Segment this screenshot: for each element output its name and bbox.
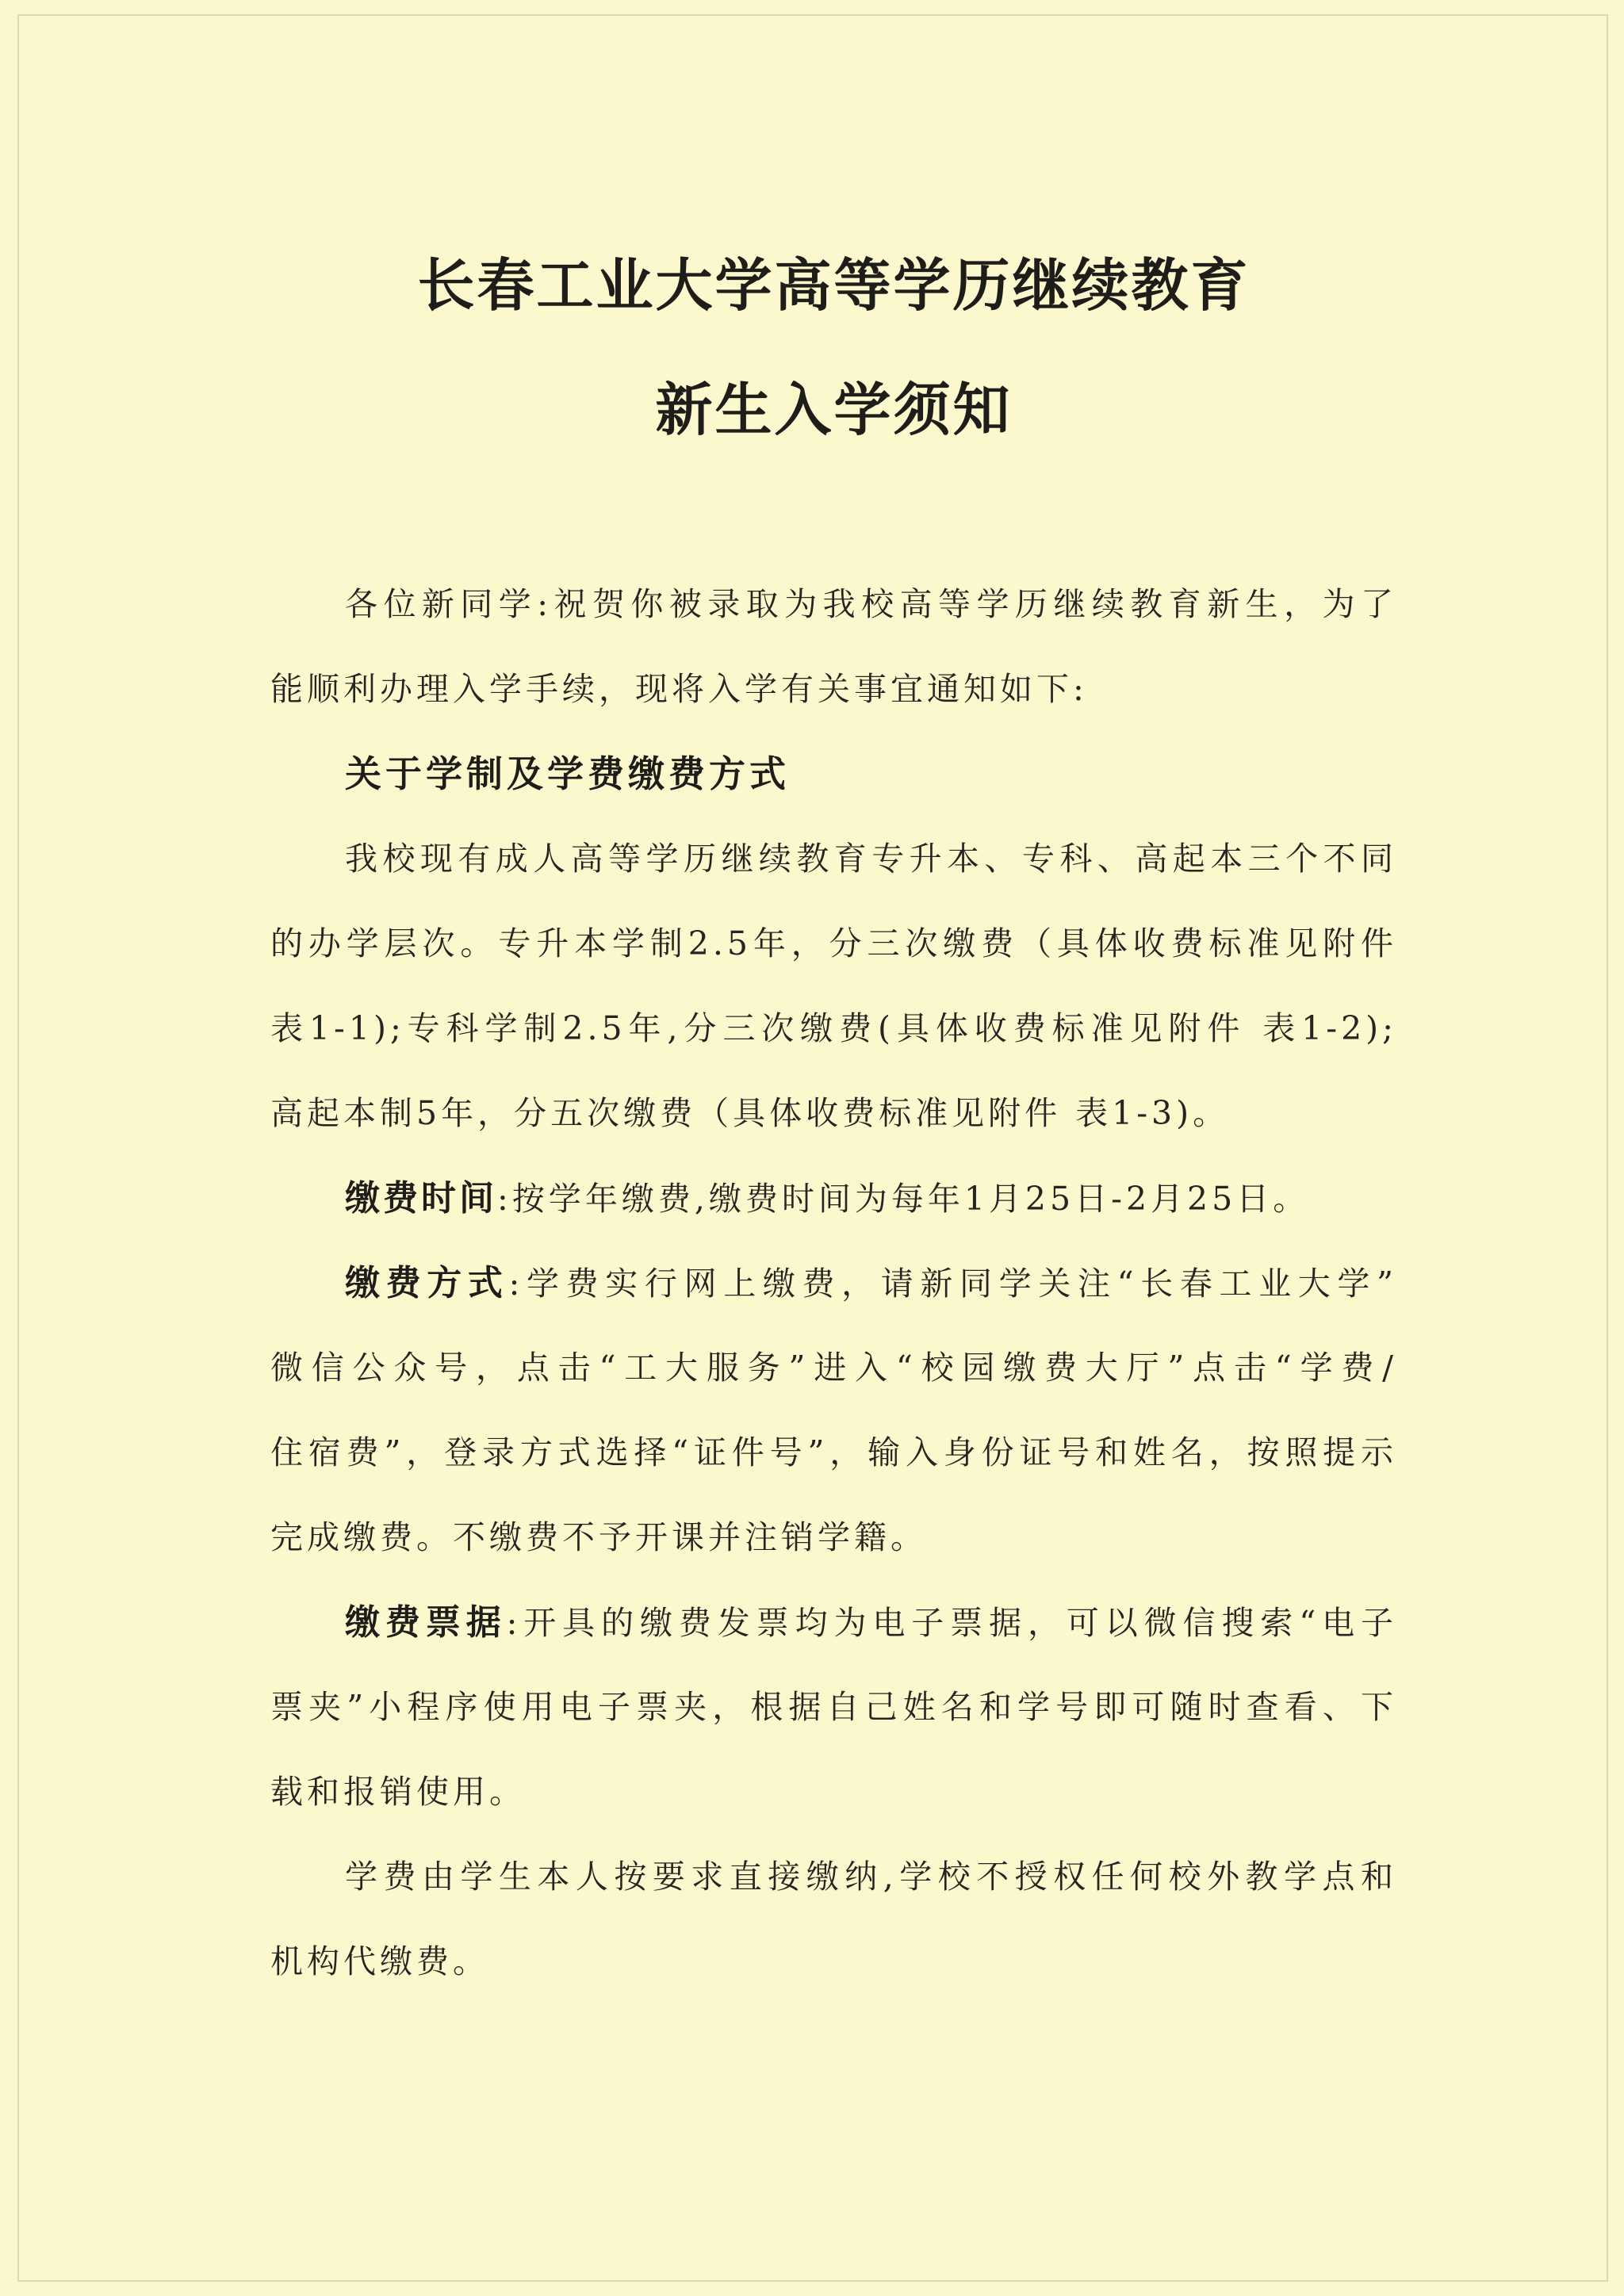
text-line: 我校现有成人高等学历继续教育专升本、专科、高起本三个不同 bbox=[345, 840, 1397, 878]
text-line: 能顺利办理入学手续，现将入学有关事宜通知如下: bbox=[270, 670, 1088, 708]
text-line: 住宿费”，登录方式选择“证件号”，输入身份证号和姓名，按照提示 bbox=[270, 1433, 1397, 1471]
document-body bbox=[270, 562, 1397, 2004]
text-line: 表1-1);专科学制2.5年,分三次缴费(具体收费标准见附件 表1-2); bbox=[270, 1009, 1397, 1047]
text-line: 微信公众号，点击“工大服务”进入“校园缴费大厅”点击“学费/ bbox=[270, 1349, 1397, 1387]
invoice-paragraph bbox=[270, 1580, 1397, 1835]
payment-time-paragraph bbox=[270, 1156, 1397, 1241]
text-line: 各位新同学:祝贺你被录取为我校高等学历继续教育新生，为了 bbox=[345, 585, 1397, 623]
text-line: 的办学层次。专升本学制2.5年，分三次缴费（具体收费标准见附件 bbox=[270, 924, 1397, 962]
greeting-paragraph bbox=[270, 562, 1397, 732]
text-line: 票夹”小程序使用电子票夹，根据自己姓名和学号即可随时查看、下 bbox=[270, 1688, 1397, 1726]
text-line: 完成缴费。不缴费不予开课并注销学籍。 bbox=[270, 1518, 927, 1556]
text-line bbox=[270, 1241, 1397, 1326]
invoice-text: :开具的缴费发票均为电子票据，可以微信搜索“电子 bbox=[506, 1604, 1397, 1642]
payment-method-label: 缴费方式 bbox=[345, 1263, 509, 1303]
text-line: 机构代缴费。 bbox=[270, 1942, 489, 1980]
payment-time-text: :按学年缴费,缴费时间为每年1月25日-2月25日。 bbox=[497, 1180, 1310, 1218]
schooling-paragraph bbox=[270, 817, 1397, 1156]
payment-method-paragraph bbox=[270, 1241, 1397, 1580]
text-line bbox=[270, 1580, 1397, 1665]
payment-time-label: 缴费时间 bbox=[345, 1178, 497, 1219]
text-line: 载和报销使用。 bbox=[270, 1773, 526, 1811]
document-subtitle: 新生入学须知 bbox=[655, 376, 1013, 443]
payment-method-text: :学费实行网上缴费，请新同学关注“长春工业大学” bbox=[508, 1265, 1398, 1303]
invoice-label: 缴费票据 bbox=[345, 1602, 507, 1643]
text-line: 高起本制5年，分五次缴费（具体收费标准见附件 表1-3)。 bbox=[270, 1094, 1230, 1132]
document-title: 长春工业大学高等学历继续教育 bbox=[417, 251, 1251, 319]
section-heading: 关于学制及学费缴费方式 bbox=[345, 752, 790, 795]
note-paragraph bbox=[270, 1835, 1397, 2004]
text-line: 学费由学生本人按要求直接缴纳,学校不授权任何校外教学点和 bbox=[345, 1858, 1397, 1896]
